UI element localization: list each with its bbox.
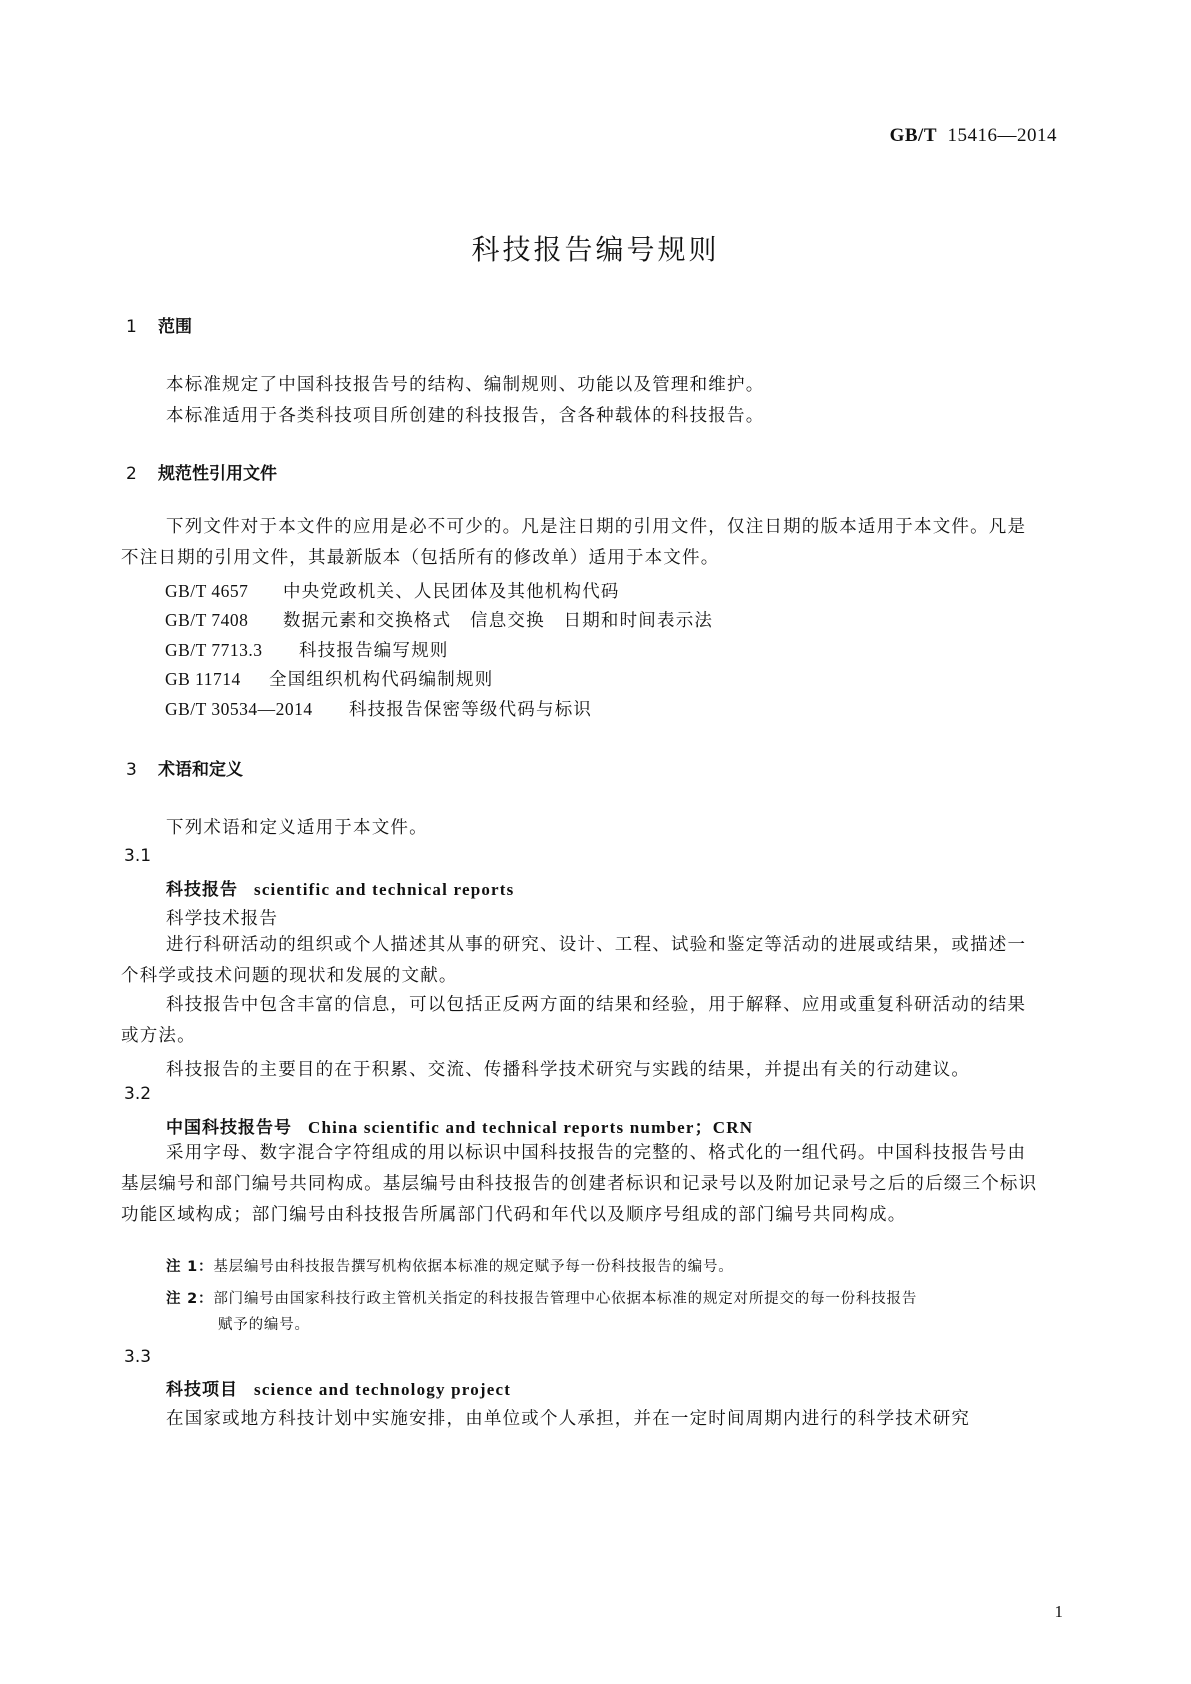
note [166,1252,734,1282]
reference-title: 全国组织机构代码编制规则 [269,670,494,690]
reference-item [165,666,493,691]
term-zh: 科技项目 [166,1380,238,1400]
paragraph: 本标准适用于各类科技项目所创建的科技报告，含各种载体的科技报告。 [166,406,765,426]
note-label: 注 2： [166,1291,214,1307]
reference-title: 中央党政机关、人民团体及其他机构代码 [283,582,620,602]
section-number: 3 [126,760,137,780]
term-en: scientific and technical reports [254,880,515,899]
term-entry [166,1375,511,1400]
subclause-number: 3.1 [124,846,152,866]
reference-item [165,607,713,632]
paragraph: 科技报告中包含丰富的信息，可以包括正反两方面的结果和经验，用于解释、应用或重复科研活动的结果或方法。 [121,995,1027,1046]
paragraph: 进行科研活动的组织或个人描述其从事的研究、设计、工程、试验和鉴定等活动的进展或结果，或描述一个科学或技术问题的现状和发展的文献。 [121,935,1027,986]
paragraph: 下列文件对于本文件的应用是必不可少的。凡是注日期的引用文件，仅注日期的版本适用于本文件。凡是不注日期的引用文件，其最新版本（包括所有的修改单）适用于本文件。 [121,517,1027,568]
section-title: 范围 [158,317,192,337]
paragraph: 下列术语和定义适用于本文件。 [166,818,428,838]
standard-number: 15416—2014 [947,125,1057,146]
note-text: 部门编号由国家科技行政主管机关指定的科技报告管理中心依据本标准的规定对所提交的每一份科技报告 [213,1291,918,1307]
reference-item [165,637,449,662]
term-alternative: 科学技术报告 [166,909,279,929]
note-label: 注 1： [166,1259,214,1275]
section-number: 1 [126,317,137,337]
document-title: 科技报告编号规则 [471,233,720,266]
section-heading-scope [126,312,192,337]
term-en: science and technology project [254,1380,512,1399]
term-entry [166,875,514,900]
term-zh: 科技报告 [166,880,238,900]
note-text-continued: 赋予的编号。 [218,1317,310,1333]
standard-code [890,125,1057,147]
reference-code: GB/T 7713.3 [165,640,263,660]
section-heading-terms-definitions [126,755,243,780]
reference-item [165,578,620,603]
reference-title: 科技报告编写规则 [299,641,449,661]
section-title: 规范性引用文件 [158,464,277,484]
reference-item [165,696,592,721]
reference-title: 科技报告保密等级代码与标识 [349,700,593,720]
section-number: 2 [126,464,137,484]
paragraph: 本标准规定了中国科技报告号的结构、编制规则、功能以及管理和维护。 [166,375,765,395]
subclause-number: 3.3 [124,1347,152,1367]
reference-code: GB/T 7408 [165,610,249,630]
subclause-number: 3.2 [124,1084,152,1104]
reference-title: 数据元素和交换格式 信息交换 日期和时间表示法 [283,611,714,631]
reference-code: GB 11714 [165,669,241,689]
standard-prefix: GB/T [889,125,937,146]
paragraph: 在国家或地方科技计划中实施安排，由单位或个人承担，并在一定时间周期内进行的科学技术研究 [166,1409,971,1429]
reference-code: GB/T 30534—2014 [165,699,313,719]
section-title: 术语和定义 [158,760,243,780]
note-text: 基层编号由科技报告撰写机构依据本标准的规定赋予每一份科技报告的编号。 [213,1259,734,1275]
paragraph: 科技报告的主要目的在于积累、交流、传播科学技术研究与实践的结果，并提出有关的行动建议。 [166,1060,971,1080]
section-heading-normative-references [126,459,277,484]
term-zh: 中国科技报告号 [166,1118,292,1138]
reference-code: GB/T 4657 [165,581,249,601]
term-entry [166,1113,753,1138]
term-en: China scientific and technical reports number；CRN [308,1118,754,1137]
paragraph: 采用字母、数字混合字符组成的用以标识中国科技报告的完整的、格式化的一组代码。中国科技报告号由基层编号和部门编号共同构成。基层编号由科技报告的创建者标识和记录号以及附加记录号之后的后缀三个标识功能区域构成；部门编号由科技报告所属部门代码和年代以及顺序号组成的部门编号共同构成。 [121,1143,1038,1225]
page-number: 1 [1054,1602,1063,1621]
